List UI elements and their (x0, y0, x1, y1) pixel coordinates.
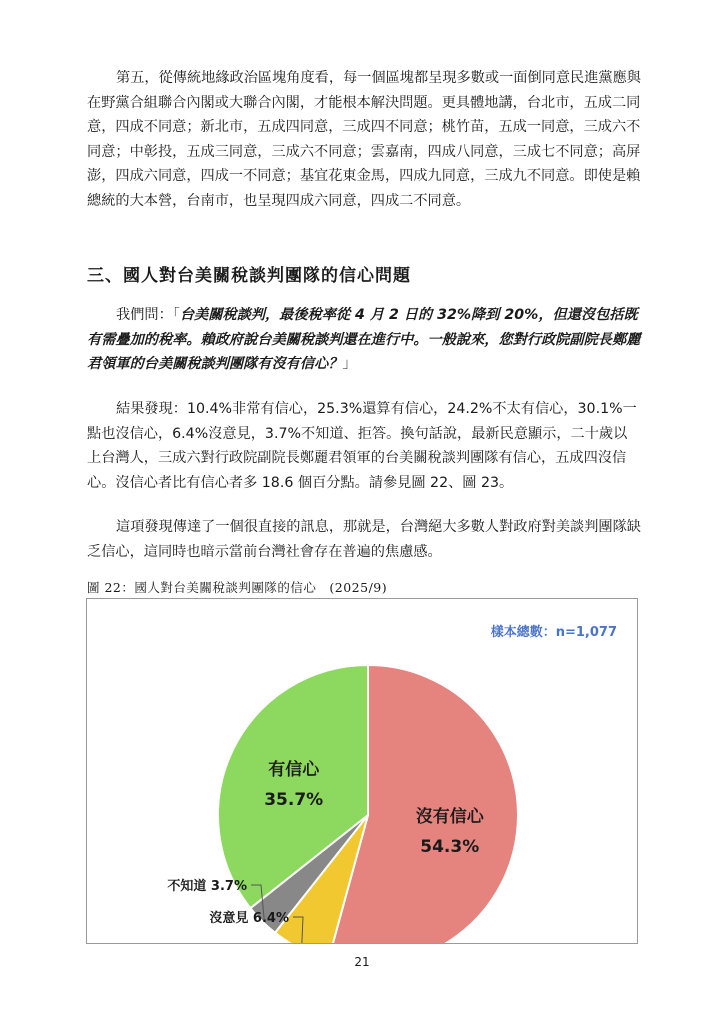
slice-value-label-2: 不知道 3.7% (167, 879, 247, 894)
slice-value-label-1: 沒意見 6.4% (209, 911, 289, 926)
page-number: 21 (354, 955, 370, 969)
pie-chart (87, 599, 637, 943)
question-suffix: 」 (342, 356, 357, 372)
section-heading: 三、國人對台美關稅談判團隊的信心問題 (87, 266, 411, 286)
slice-value-label-3: 35.7% (264, 790, 324, 811)
question-prefix: 我們問：「 (116, 307, 180, 323)
figure-caption: 圖 22：國人對台美關稅談判團隊的信心 (2025/9) (87, 580, 388, 595)
paragraph-results: 結果發現：10.4%非常有信心，25.3%還算有信心，24.2%不太有信心，30.1%一點也沒信心，6.4%沒意見，3.7%不知道、拒答。換句話說，最新民意顯示，二十歲以上台灣人，三成六對行政院副院長鄭麗君領軍的台美關稅談判團隊有信心，五成四沒信心。沒信心者比有信心者多 18.6 個百分點。請參見圖 22、圖 23。 (87, 401, 637, 491)
paragraph-question (87, 303, 641, 377)
paragraph-regional-analysis: 第五，從傳統地緣政治區塊角度看，每一個區塊都呈現多數或一面倒同意民進黨應與在野黨合組聯合內閣或大聯合內閣，才能根本解決問題。更具體地講，台北市，五成二同意，四成不同意；新北市，五成四同意，三成四不同意；桃竹苗，五成一同意，三成六不同意；中彰投，五成三同意，三成六不同意；雲嘉南，四成八同意，三成七不同意；高屏澎，四成六同意，四成一不同意；基宜花東金馬，四成九同意，三成九不同意。即使是賴總統的大本營，台南市，也呈現四成六同意，四成二不同意。 (87, 70, 641, 209)
paragraph-interpretation: 這項發現傳達了一個很直接的訊息，那就是，台灣絕大多數人對政府對美談判團隊缺乏信心，這同時也暗示當前台灣社會存在普遍的焦慮感。 (87, 519, 641, 560)
question-body: 台美關稅談判，最後稅率從 4 月 2 日的 32%降到 20%，但還沒包括既有需疊加的稅率。賴政府說台美關稅談判還在進行中。一般說來，您對行政院副院長鄭麗君領軍的台美關稅談判團隊有沒有信心？ (87, 307, 641, 372)
sample-size-note: 樣本總數：n=1,077 (490, 625, 617, 640)
slice-label-3: 有信心 (268, 760, 320, 781)
pie-chart-frame (86, 598, 638, 944)
slice-value-label-0: 54.3% (420, 836, 480, 857)
slice-label-0: 沒有信心 (415, 806, 484, 827)
